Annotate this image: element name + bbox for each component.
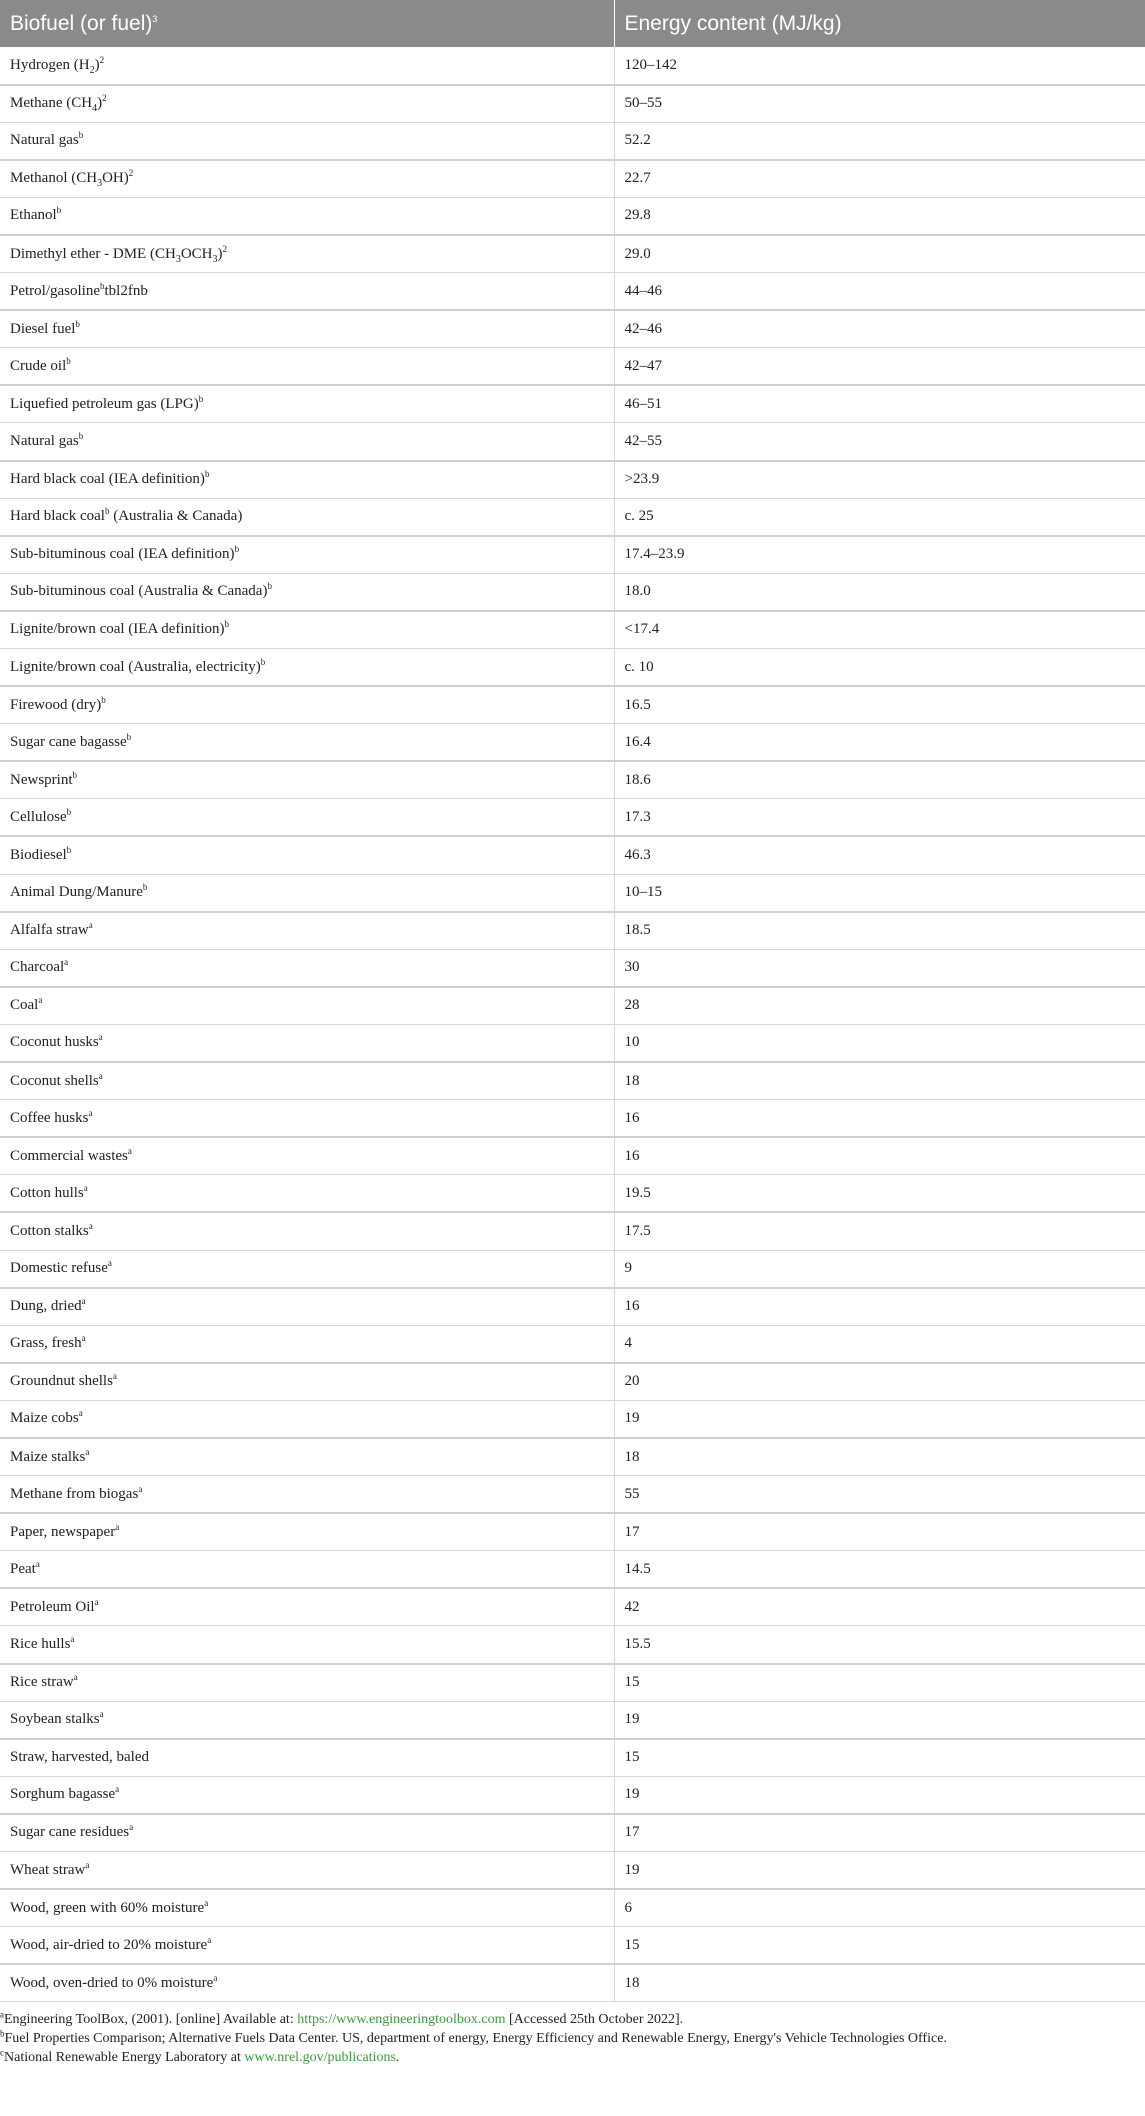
table-row: [0, 1438, 1145, 1476]
table-row: [0, 47, 1145, 85]
table-row: [0, 536, 1145, 574]
table-row: [0, 235, 1145, 273]
table-row: [0, 423, 1145, 461]
fuel-name-cell: Charcoal$^a$: [0, 949, 614, 987]
energy-value-cell: 42–47: [614, 348, 1145, 386]
fuel-name-cell: Domestic refuse$^a$: [0, 1250, 614, 1288]
table-row: [0, 1776, 1145, 1814]
fuel-name-cell: Hard black coal (IEA definition)$^b$: [0, 461, 614, 499]
fuel-name-cell: Commercial wastes$^a$: [0, 1137, 614, 1175]
table-row: [0, 1739, 1145, 1777]
energy-value-cell: 22.7: [614, 160, 1145, 198]
energy-value-cell: <17.4: [614, 611, 1145, 649]
energy-value-cell: 55: [614, 1476, 1145, 1514]
fuel-name-cell: Petrol/gasoline$^b$tbl2fnb: [0, 273, 614, 311]
table-row: [0, 686, 1145, 724]
energy-value-cell: 17.4–23.9: [614, 536, 1145, 574]
fuel-name-cell: Newsprint$^b$: [0, 761, 614, 799]
table-row: [0, 160, 1145, 198]
fuel-name-cell: Natural gas$^b$: [0, 122, 614, 160]
table-row: [0, 1814, 1145, 1852]
table-row: [0, 1664, 1145, 1702]
table-row: [0, 1062, 1145, 1100]
fuel-name-cell: Maize cobs$^a$: [0, 1400, 614, 1438]
fuel-name-cell: Wood, oven-dried to 0% moisture$^a$: [0, 1964, 614, 2002]
energy-value-cell: 15.5: [614, 1626, 1145, 1664]
energy-value-cell: 18: [614, 1062, 1145, 1100]
fuel-name-cell: Rice straw$^a$: [0, 1664, 614, 1702]
table-row: [0, 1175, 1145, 1213]
energy-value-cell: 20: [614, 1363, 1145, 1401]
energy-value-cell: 19: [614, 1400, 1145, 1438]
energy-value-cell: 16.5: [614, 686, 1145, 724]
fuel-name-cell: Cellulose$^b$: [0, 799, 614, 837]
table-row: [0, 1024, 1145, 1062]
fuel-name-cell: Lignite/brown coal (Australia, electricity)$^b$: [0, 649, 614, 687]
engineering-toolbox-link[interactable]: https://www.engineeringtoolbox.com: [297, 2012, 506, 2028]
fuel-name-cell: Alfalfa straw$^a$: [0, 912, 614, 950]
fuel-name-cell: Liquefied petroleum gas (LPG)$^b$: [0, 385, 614, 423]
energy-value-cell: 16.4: [614, 724, 1145, 762]
table-row: [0, 1400, 1145, 1438]
table-row: [0, 573, 1145, 611]
fuel-name-cell: Biodiesel$^b$: [0, 836, 614, 874]
table-footnotes: [0, 2002, 1145, 2067]
energy-value-cell: 120–142: [614, 47, 1145, 85]
column-header-biofuel: Biofuel (or fuel)$^3$: [0, 0, 614, 47]
fuel-name-cell: Dimethyl ether - DME $(CH_3OCH_3)^2$: [0, 235, 614, 273]
energy-value-cell: >23.9: [614, 461, 1145, 499]
energy-value-cell: 42–55: [614, 423, 1145, 461]
energy-value-cell: 14.5: [614, 1551, 1145, 1589]
table-row: [0, 1288, 1145, 1326]
table-header-row: [0, 0, 1145, 47]
table-row: [0, 1100, 1145, 1138]
energy-value-cell: 19.5: [614, 1175, 1145, 1213]
table-row: [0, 1551, 1145, 1589]
table-row: [0, 836, 1145, 874]
fuel-name-cell: Crude oil$^b$: [0, 348, 614, 386]
fuel-name-cell: Grass, fresh$^a$: [0, 1325, 614, 1363]
energy-value-cell: 19: [614, 1701, 1145, 1739]
fuel-name-cell: Cotton stalks$^a$: [0, 1212, 614, 1250]
table-row: [0, 1626, 1145, 1664]
table-row: [0, 310, 1145, 348]
fuel-name-cell: Methane from biogas$^a$: [0, 1476, 614, 1514]
table-row: [0, 1927, 1145, 1965]
fuel-name-cell: Cotton hulls$^a$: [0, 1175, 614, 1213]
table-row: [0, 1964, 1145, 2002]
table-row: [0, 761, 1145, 799]
table-row: [0, 874, 1145, 912]
table-row: [0, 1137, 1145, 1175]
fuel-name-cell: Straw, harvested, baled: [0, 1739, 614, 1777]
energy-value-cell: 18: [614, 1964, 1145, 2002]
energy-value-cell: 16: [614, 1100, 1145, 1138]
energy-value-cell: 10: [614, 1024, 1145, 1062]
fuel-name-cell: Sub-bituminous coal (Australia & Canada)$^b$: [0, 573, 614, 611]
table-row: [0, 498, 1145, 536]
table-row: [0, 1852, 1145, 1890]
energy-value-cell: 17.5: [614, 1212, 1145, 1250]
energy-value-cell: 29.8: [614, 197, 1145, 235]
fuel-name-cell: Coconut shells$^a$: [0, 1062, 614, 1100]
fuel-name-cell: Groundnut shells$^a$: [0, 1363, 614, 1401]
fuel-name-cell: Maize stalks$^a$: [0, 1438, 614, 1476]
energy-value-cell: 30: [614, 949, 1145, 987]
table-row: [0, 122, 1145, 160]
table-row: [0, 611, 1145, 649]
energy-value-cell: 42: [614, 1588, 1145, 1626]
energy-value-cell: 9: [614, 1250, 1145, 1288]
table-row: [0, 1588, 1145, 1626]
table-row: [0, 1250, 1145, 1288]
fuel-name-cell: Hard black coal$^b$ (Australia & Canada): [0, 498, 614, 536]
table-row: [0, 197, 1145, 235]
fuel-name-cell: Natural gas$^b$: [0, 423, 614, 461]
fuel-name-cell: Soybean stalks$^a$: [0, 1701, 614, 1739]
fuel-name-cell: Sugar cane bagasse$^b$: [0, 724, 614, 762]
fuel-name-cell: Firewood (dry)$^b$: [0, 686, 614, 724]
table-row: [0, 1513, 1145, 1551]
table-row: [0, 949, 1145, 987]
energy-value-cell: 18: [614, 1438, 1145, 1476]
energy-value-cell: 17: [614, 1513, 1145, 1551]
table-row: [0, 385, 1145, 423]
table-row: [0, 1212, 1145, 1250]
table-row: [0, 912, 1145, 950]
energy-value-cell: 15: [614, 1664, 1145, 1702]
nrel-publications-link[interactable]: www.nrel.gov/publications: [244, 2050, 396, 2066]
fuel-name-cell: Peat$^a$: [0, 1551, 614, 1589]
energy-value-cell: 6: [614, 1889, 1145, 1927]
table-row: [0, 348, 1145, 386]
table-row: [0, 649, 1145, 687]
energy-value-cell: 17.3: [614, 799, 1145, 837]
fuel-name-cell: Coal$^a$: [0, 987, 614, 1025]
energy-value-cell: 42–46: [614, 310, 1145, 348]
energy-value-cell: 18.5: [614, 912, 1145, 950]
energy-value-cell: 18.0: [614, 573, 1145, 611]
energy-value-cell: 44–46: [614, 273, 1145, 311]
energy-value-cell: 19: [614, 1776, 1145, 1814]
energy-value-cell: c. 25: [614, 498, 1145, 536]
table-row: [0, 461, 1145, 499]
energy-value-cell: 28: [614, 987, 1145, 1025]
fuel-name-cell: Animal Dung/Manure$^b$: [0, 874, 614, 912]
table-row: [0, 1363, 1145, 1401]
table-row: [0, 799, 1145, 837]
table-row: [0, 1889, 1145, 1927]
fuel-name-cell: Sorghum bagasse$^a$: [0, 1776, 614, 1814]
energy-value-cell: c. 10: [614, 649, 1145, 687]
energy-value-cell: 16: [614, 1137, 1145, 1175]
energy-value-cell: 15: [614, 1927, 1145, 1965]
footnote-a: $^a$Engineering ToolBox, (2001). [online] Available at: https://www.engineeringtoolbox.com [Accessed 25th October 2022].: [0, 2009, 684, 2028]
table-row: [0, 273, 1145, 311]
energy-value-cell: 4: [614, 1325, 1145, 1363]
table-row: [0, 1701, 1145, 1739]
energy-value-cell: 17: [614, 1814, 1145, 1852]
table-row: [0, 1476, 1145, 1514]
fuel-name-cell: Methane $(CH_4)^2$: [0, 85, 614, 123]
fuel-name-cell: Rice hulls$^a$: [0, 1626, 614, 1664]
column-header-energy: Energy content (MJ/kg): [614, 0, 1145, 47]
fuel-name-cell: Wood, air-dried to 20% moisture$^a$: [0, 1927, 614, 1965]
energy-value-cell: 29.0: [614, 235, 1145, 273]
table-row: [0, 85, 1145, 123]
table-row: [0, 987, 1145, 1025]
fuel-name-cell: Wheat straw$^a$: [0, 1852, 614, 1890]
energy-value-cell: 52.2: [614, 122, 1145, 160]
fuel-name-cell: Wood, green with 60% moisture$^a$: [0, 1889, 614, 1927]
fuel-name-cell: Dung, dried$^a$: [0, 1288, 614, 1326]
fuel-name-cell: Ethanol$^b$: [0, 197, 614, 235]
fuel-name-cell: Lignite/brown coal (IEA definition)$^b$: [0, 611, 614, 649]
fuel-name-cell: Coffee husks$^a$: [0, 1100, 614, 1138]
energy-value-cell: 46.3: [614, 836, 1145, 874]
fuel-name-cell: Coconut husks$^a$: [0, 1024, 614, 1062]
energy-value-cell: 10–15: [614, 874, 1145, 912]
fuel-name-cell: Sugar cane residues$^a$: [0, 1814, 614, 1852]
energy-value-cell: 19: [614, 1852, 1145, 1890]
fuel-name-cell: Methanol $(CH_3OH)^2$: [0, 160, 614, 198]
footnote-c: $^c$National Renewable Energy Laboratory at www.nrel.gov/publications.: [0, 2047, 400, 2066]
fuel-name-cell: Petroleum Oil$^a$: [0, 1588, 614, 1626]
fuel-name-cell: Hydrogen $(H_2)^2$: [0, 47, 614, 85]
table-row: [0, 1325, 1145, 1363]
fuel-name-cell: Sub-bituminous coal (IEA definition)$^b$: [0, 536, 614, 574]
energy-value-cell: 46–51: [614, 385, 1145, 423]
footnote-b: $^b$Fuel Properties Comparison; Alternative Fuels Data Center. US, department of energy, Energy Efficiency and Renewable Energy, Energy's Vehicle Technologies Office.: [0, 2028, 947, 2047]
energy-value-cell: 18.6: [614, 761, 1145, 799]
energy-value-cell: 15: [614, 1739, 1145, 1777]
fuel-name-cell: Paper, newspaper$^a$: [0, 1513, 614, 1551]
table-row: [0, 724, 1145, 762]
energy-value-cell: 50–55: [614, 85, 1145, 123]
energy-value-cell: 16: [614, 1288, 1145, 1326]
fuel-name-cell: Diesel fuel$^b$: [0, 310, 614, 348]
